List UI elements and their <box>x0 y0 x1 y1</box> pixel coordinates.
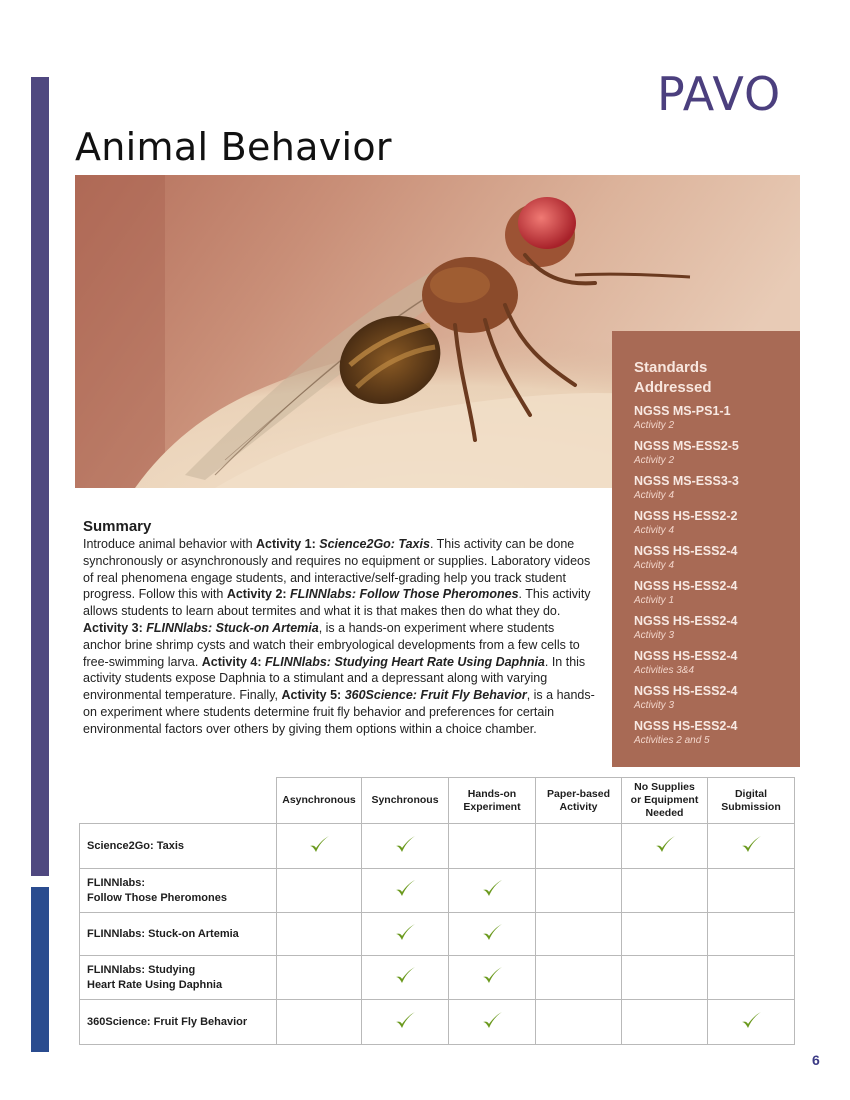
table-cell <box>449 913 536 956</box>
activity-name-cell <box>80 913 277 956</box>
summary-activity-title: FLINNlabs: Follow Those Pheromones <box>290 587 519 602</box>
column-header-text: Digital <box>734 787 768 800</box>
table-cell <box>362 824 449 869</box>
standard-activity: Activity 2 <box>634 420 675 431</box>
standard-activity: Activity 4 <box>634 525 675 536</box>
column-header-text: Needed <box>645 807 684 819</box>
table-cell <box>708 956 795 1000</box>
standard-activity: Activities 3&4 <box>634 665 695 676</box>
column-header <box>536 778 622 824</box>
column-header-text: Submission <box>721 800 781 813</box>
standard-activity: Activities 2 and 5 <box>634 735 710 746</box>
standards-list <box>634 403 788 747</box>
summary-activity-title: FLINNlabs: Studying Heart Rate Using Daphnia <box>265 654 545 669</box>
activity-comparison-table <box>79 777 795 1045</box>
checkmark-icon <box>481 879 503 899</box>
table-cell <box>536 956 622 1000</box>
column-header-text: Synchronous <box>371 794 439 806</box>
table-cell <box>449 956 536 1000</box>
summary-activity-label: Activity 5: <box>281 688 345 703</box>
standard-activity: Activity 1 <box>634 595 675 606</box>
summary-activity-label: Activity 4: <box>201 654 265 669</box>
activity-name-cell <box>80 1000 277 1045</box>
table-cell <box>708 824 795 869</box>
standard-activity: Activity 2 <box>634 455 675 466</box>
summary-text: . In this activity students expose Daphnia to a stimulant and a depressant along with varying environmental temperature. Finally, <box>83 654 586 703</box>
checkmark-icon <box>481 1011 503 1031</box>
summary-text: Introduce animal behavior with <box>83 537 257 551</box>
table-cell <box>362 1000 449 1045</box>
checkmark-icon <box>740 1011 762 1031</box>
table-row <box>80 913 795 956</box>
checkmark-icon <box>308 835 330 855</box>
standard-code: NGSS MS-ESS2-5 <box>634 439 739 453</box>
standard-code: NGSS HS-ESS2-4 <box>634 579 738 593</box>
standard-code: NGSS HS-ESS2-2 <box>634 509 738 523</box>
column-header-text: No Supplies <box>634 781 695 793</box>
table-row <box>80 869 795 913</box>
table-body <box>80 824 795 1045</box>
checkmark-icon <box>481 923 503 943</box>
summary-section <box>83 517 595 738</box>
table-cell <box>277 824 362 869</box>
summary-activity-label: Activity 2: <box>226 587 291 602</box>
checkmark-icon <box>654 835 676 855</box>
table-row <box>80 1000 795 1045</box>
activity-name-line2: Follow Those Pheromones <box>87 891 227 904</box>
summary-activity-title: FLINNlabs: Stuck-on Artemia <box>146 620 319 635</box>
standard-code: NGSS HS-ESS2-4 <box>634 649 738 663</box>
summary-text: . This activity allows students to learn about termites and what it is that makes then do what they do. <box>83 587 591 619</box>
activity-name: FLINNlabs: <box>87 876 146 889</box>
checkmark-icon <box>394 1011 416 1031</box>
activity-name-cell <box>80 956 277 1000</box>
checkmark-icon <box>481 966 503 986</box>
standard-activity: Activity 4 <box>634 560 675 571</box>
table-cell <box>536 913 622 956</box>
standard-item <box>634 683 788 712</box>
standard-item <box>634 648 788 677</box>
standard-item <box>634 613 788 642</box>
column-header <box>708 778 795 824</box>
activity-name: FLINNlabs: Stuck-on Artemia <box>87 927 239 940</box>
standards-panel <box>612 331 800 767</box>
table-cell <box>277 956 362 1000</box>
standard-code: NGSS HS-ESS2-4 <box>634 684 738 698</box>
standard-activity: Activity 3 <box>634 630 675 641</box>
logo-text: PAVO <box>657 67 782 121</box>
table-cell <box>362 913 449 956</box>
activity-name-cell <box>80 824 277 869</box>
table-cell <box>277 869 362 913</box>
summary-heading: Summary <box>83 518 152 535</box>
summary-body <box>83 536 595 738</box>
standard-item <box>634 578 788 607</box>
standard-activity: Activity 3 <box>634 700 675 711</box>
checkmark-icon <box>394 879 416 899</box>
column-header <box>362 778 449 824</box>
column-header <box>622 778 708 824</box>
table-cell <box>622 956 708 1000</box>
standard-code: NGSS HS-ESS2-4 <box>634 719 738 733</box>
column-header-text: or Equipment <box>630 794 699 806</box>
summary-activity-label: Activity 1: <box>256 537 320 551</box>
table-cell <box>277 1000 362 1045</box>
side-accent-bar-top <box>31 77 49 876</box>
table-cell <box>362 869 449 913</box>
table-row <box>80 956 795 1000</box>
standard-code: NGSS MS-PS1-1 <box>634 404 731 418</box>
activity-name: 360Science: Fruit Fly Behavior <box>87 1015 248 1028</box>
summary-activity-label: Activity 3: <box>83 620 147 635</box>
table-header-row <box>80 778 795 824</box>
checkmark-icon <box>394 835 416 855</box>
table-cell <box>536 824 622 869</box>
standard-item <box>634 508 788 537</box>
table-corner <box>80 778 277 824</box>
summary-activity-title: 360Science: Fruit Fly Behavior <box>344 688 527 703</box>
page-number: 6 <box>812 1052 820 1068</box>
standards-heading <box>634 358 788 398</box>
activity-name-cell <box>80 869 277 913</box>
table-cell <box>622 824 708 869</box>
table-cell <box>708 1000 795 1045</box>
column-header-text: Hands-on <box>467 787 517 800</box>
activity-name: Science2Go: Taxis <box>87 839 185 852</box>
column-header-text: Paper-based <box>546 787 611 800</box>
standards-heading-line2: Addressed <box>634 379 712 396</box>
table-cell <box>708 913 795 956</box>
standard-item <box>634 403 788 432</box>
summary-text: , is a hands-on experiment where students determine fruit fly behavior and preferences for certain environmental factors over others by giving them options within a choice chamber. <box>83 688 595 736</box>
checkmark-icon <box>394 923 416 943</box>
standard-code: NGSS MS-ESS3-3 <box>634 474 739 488</box>
standard-code: NGSS HS-ESS2-4 <box>634 614 738 628</box>
table-cell <box>622 913 708 956</box>
column-header <box>277 778 362 824</box>
column-header-text: Activity <box>559 800 598 813</box>
column-header-text: Asynchronous <box>282 794 356 806</box>
table-cell <box>536 1000 622 1045</box>
side-accent-bar-bottom <box>31 887 49 1052</box>
pavo-logo <box>657 68 803 120</box>
table-cell <box>449 1000 536 1045</box>
standard-item <box>634 718 788 747</box>
column-header <box>449 778 536 824</box>
table-cell <box>449 869 536 913</box>
summary-activity-title: Science2Go: Taxis <box>319 537 430 551</box>
page-title: Animal Behavior <box>75 125 392 169</box>
table-row <box>80 824 795 869</box>
table-cell <box>536 869 622 913</box>
table-cell <box>362 956 449 1000</box>
table-cell <box>622 869 708 913</box>
standard-item <box>634 543 788 572</box>
table-cell <box>449 824 536 869</box>
checkmark-icon <box>394 966 416 986</box>
table-cell <box>708 869 795 913</box>
activity-name-line2: Heart Rate Using Daphnia <box>87 978 223 991</box>
column-header-text: Experiment <box>463 800 521 813</box>
standard-code: NGSS HS-ESS2-4 <box>634 544 738 558</box>
checkmark-icon <box>740 835 762 855</box>
standard-item <box>634 473 788 502</box>
table-cell <box>622 1000 708 1045</box>
table-cell <box>277 913 362 956</box>
standard-activity: Activity 4 <box>634 490 675 501</box>
standards-heading-line1: Standards <box>634 359 708 376</box>
standard-item <box>634 438 788 467</box>
activity-name: FLINNlabs: Studying <box>87 963 196 976</box>
summary-text: . This activity can be done synchronously or asynchronously and requires no equipment or supplies. Laboratory videos of real phenomena engage students, and interactive/self-grading help you track student progress. Follow this with <box>83 537 591 602</box>
summary-text: , is a hands-on experiment where students anchor brine shrimp cysts and watch their embryological developments from a few cells to free-swimming larva. <box>83 620 580 669</box>
